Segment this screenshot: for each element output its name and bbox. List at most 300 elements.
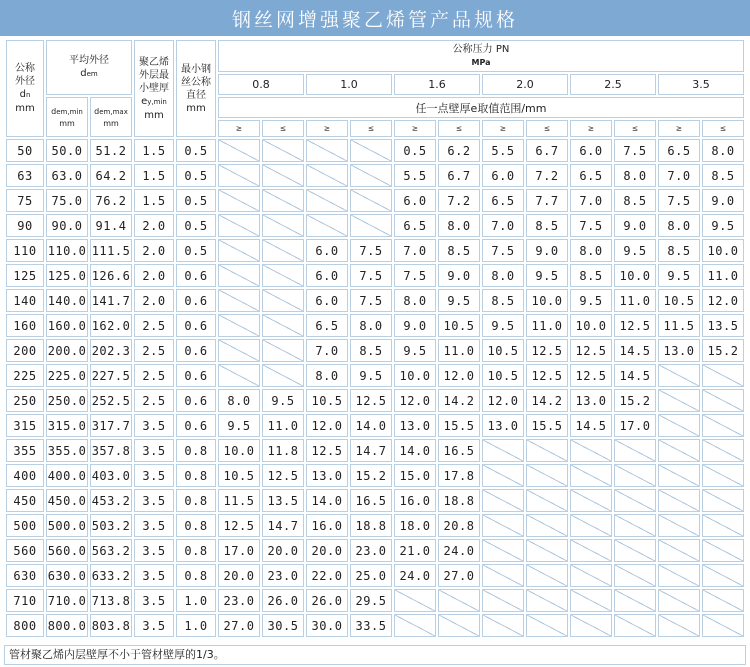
not-applicable-cell bbox=[658, 614, 700, 637]
table-cell: 7.5 bbox=[614, 139, 656, 162]
table-cell: 12.5 bbox=[526, 339, 568, 362]
table-cell: 7.0 bbox=[570, 189, 612, 212]
table-cell: 15.2 bbox=[350, 464, 392, 487]
not-applicable-cell bbox=[262, 139, 304, 162]
table-cell: 30.5 bbox=[262, 614, 304, 637]
table-cell: 6.0 bbox=[394, 189, 436, 212]
table-cell: 7.0 bbox=[306, 339, 348, 362]
table-cell: 13.0 bbox=[482, 414, 524, 437]
not-applicable-cell bbox=[262, 339, 304, 362]
table-cell: 17.8 bbox=[438, 464, 480, 487]
max-symbol: ≤ bbox=[526, 120, 568, 137]
table-row bbox=[6, 289, 744, 312]
table-cell: 6.0 bbox=[570, 139, 612, 162]
table-cell: 355.0 bbox=[46, 439, 88, 462]
table-cell: 225 bbox=[6, 364, 44, 387]
dem-min-header: dem,min mm bbox=[46, 97, 88, 137]
table-cell: 13.5 bbox=[262, 489, 304, 512]
table-cell: 11.0 bbox=[614, 289, 656, 312]
table-cell: 2.5 bbox=[134, 314, 174, 337]
min-symbol: ≥ bbox=[658, 120, 700, 137]
table-cell: 8.0 bbox=[614, 164, 656, 187]
table-cell: 75.0 bbox=[46, 189, 88, 212]
table-cell: 7.5 bbox=[482, 239, 524, 262]
not-applicable-cell bbox=[526, 439, 568, 462]
table-cell: 27.0 bbox=[218, 614, 260, 637]
table-cell: 6.7 bbox=[526, 139, 568, 162]
table-cell: 315 bbox=[6, 414, 44, 437]
not-applicable-cell bbox=[526, 564, 568, 587]
table-cell: 18.8 bbox=[350, 514, 392, 537]
table-cell: 503.2 bbox=[90, 514, 132, 537]
table-cell: 140.0 bbox=[46, 289, 88, 312]
table-cell: 7.5 bbox=[350, 239, 392, 262]
table-cell: 160.0 bbox=[46, 314, 88, 337]
table-cell: 3.5 bbox=[134, 589, 174, 612]
table-row bbox=[6, 464, 744, 487]
table-cell: 160 bbox=[6, 314, 44, 337]
table-cell: 1.5 bbox=[134, 139, 174, 162]
table-cell: 8.0 bbox=[394, 289, 436, 312]
table-cell: 110.0 bbox=[46, 239, 88, 262]
table-cell: 630.0 bbox=[46, 564, 88, 587]
table-cell: 20.0 bbox=[262, 539, 304, 562]
table-cell: 453.2 bbox=[90, 489, 132, 512]
not-applicable-cell bbox=[482, 514, 524, 537]
table-cell: 90 bbox=[6, 214, 44, 237]
table-cell: 26.0 bbox=[262, 589, 304, 612]
table-cell: 12.0 bbox=[394, 389, 436, 412]
table-cell: 13.5 bbox=[702, 314, 744, 337]
not-applicable-cell bbox=[218, 289, 260, 312]
not-applicable-cell bbox=[218, 214, 260, 237]
not-applicable-cell bbox=[702, 439, 744, 462]
table-cell: 10.5 bbox=[218, 464, 260, 487]
table-cell: 24.0 bbox=[438, 539, 480, 562]
pressure-header: 公称压力 PN MPa bbox=[218, 40, 744, 72]
table-cell: 64.2 bbox=[90, 164, 132, 187]
table-cell: 15.5 bbox=[526, 414, 568, 437]
table-cell: 0.6 bbox=[176, 339, 216, 362]
not-applicable-cell bbox=[614, 539, 656, 562]
table-cell: 0.8 bbox=[176, 539, 216, 562]
table-cell: 8.0 bbox=[306, 364, 348, 387]
table-cell: 710 bbox=[6, 589, 44, 612]
not-applicable-cell bbox=[262, 289, 304, 312]
table-cell: 14.0 bbox=[350, 414, 392, 437]
max-symbol: ≤ bbox=[350, 120, 392, 137]
footnote: 管材聚乙烯内层壁厚不小于管材壁厚的1/3。 bbox=[4, 645, 746, 665]
table-cell: 0.5 bbox=[176, 189, 216, 212]
table-cell: 7.0 bbox=[394, 239, 436, 262]
table-row bbox=[6, 514, 744, 537]
table-cell: 12.5 bbox=[614, 314, 656, 337]
table-cell: 0.5 bbox=[176, 164, 216, 187]
table-cell: 200.0 bbox=[46, 339, 88, 362]
table-cell: 1.0 bbox=[176, 614, 216, 637]
table-cell: 0.5 bbox=[176, 214, 216, 237]
table-cell: 1.5 bbox=[134, 164, 174, 187]
table-cell: 7.5 bbox=[350, 289, 392, 312]
table-cell: 6.0 bbox=[306, 264, 348, 287]
table-cell: 9.0 bbox=[526, 239, 568, 262]
table-cell: 12.0 bbox=[306, 414, 348, 437]
not-applicable-cell bbox=[658, 589, 700, 612]
table-cell: 10.0 bbox=[218, 439, 260, 462]
not-applicable-cell bbox=[306, 189, 348, 212]
table-cell: 13.0 bbox=[570, 389, 612, 412]
table-cell: 3.5 bbox=[134, 464, 174, 487]
table-cell: 563.2 bbox=[90, 539, 132, 562]
table-cell: 18.0 bbox=[394, 514, 436, 537]
table-cell: 9.5 bbox=[438, 289, 480, 312]
table-cell: 9.5 bbox=[526, 264, 568, 287]
table-cell: 9.5 bbox=[218, 414, 260, 437]
table-cell: 6.0 bbox=[482, 164, 524, 187]
table-cell: 10.5 bbox=[482, 364, 524, 387]
table-cell: 3.5 bbox=[134, 539, 174, 562]
table-cell: 20.0 bbox=[218, 564, 260, 587]
table-cell: 24.0 bbox=[394, 564, 436, 587]
table-cell: 111.5 bbox=[90, 239, 132, 262]
pressure-class-1: 1.0 bbox=[306, 74, 392, 95]
table-cell: 11.0 bbox=[262, 414, 304, 437]
table-cell: 0.5 bbox=[176, 239, 216, 262]
table-row bbox=[6, 314, 744, 337]
table-cell: 8.0 bbox=[482, 264, 524, 287]
table-cell: 450 bbox=[6, 489, 44, 512]
table-cell: 7.5 bbox=[394, 264, 436, 287]
table-cell: 6.5 bbox=[482, 189, 524, 212]
not-applicable-cell bbox=[658, 514, 700, 537]
table-cell: 10.0 bbox=[394, 364, 436, 387]
pressure-class-0: 0.8 bbox=[218, 74, 304, 95]
table-cell: 6.7 bbox=[438, 164, 480, 187]
table-cell: 3.5 bbox=[134, 514, 174, 537]
table-cell: 7.7 bbox=[526, 189, 568, 212]
table-cell: 14.0 bbox=[394, 439, 436, 462]
table-cell: 9.5 bbox=[658, 264, 700, 287]
table-row bbox=[6, 214, 744, 237]
table-cell: 8.5 bbox=[570, 264, 612, 287]
table-cell: 6.5 bbox=[306, 314, 348, 337]
table-cell: 16.0 bbox=[394, 489, 436, 512]
nominal-od-header: 公称 外径 dn mm bbox=[6, 40, 44, 137]
not-applicable-cell bbox=[262, 239, 304, 262]
table-cell: 125.0 bbox=[46, 264, 88, 287]
table-cell: 27.0 bbox=[438, 564, 480, 587]
table-cell: 6.0 bbox=[306, 239, 348, 262]
table-cell: 8.0 bbox=[702, 139, 744, 162]
table-cell: 0.6 bbox=[176, 289, 216, 312]
not-applicable-cell bbox=[482, 439, 524, 462]
table-row bbox=[6, 339, 744, 362]
not-applicable-cell bbox=[658, 389, 700, 412]
not-applicable-cell bbox=[262, 314, 304, 337]
table-cell: 2.5 bbox=[134, 389, 174, 412]
table-cell: 76.2 bbox=[90, 189, 132, 212]
table-cell: 10.0 bbox=[570, 314, 612, 337]
table-cell: 315.0 bbox=[46, 414, 88, 437]
table-cell: 13.0 bbox=[306, 464, 348, 487]
table-cell: 14.2 bbox=[438, 389, 480, 412]
table-cell: 403.0 bbox=[90, 464, 132, 487]
not-applicable-cell bbox=[658, 364, 700, 387]
not-applicable-cell bbox=[482, 589, 524, 612]
pressure-class-5: 3.5 bbox=[658, 74, 744, 95]
table-row bbox=[6, 614, 744, 637]
table-cell: 9.0 bbox=[614, 214, 656, 237]
not-applicable-cell bbox=[394, 589, 436, 612]
not-applicable-cell bbox=[614, 564, 656, 587]
not-applicable-cell bbox=[218, 339, 260, 362]
table-cell: 0.8 bbox=[176, 439, 216, 462]
not-applicable-cell bbox=[438, 614, 480, 637]
not-applicable-cell bbox=[614, 614, 656, 637]
not-applicable-cell bbox=[614, 489, 656, 512]
table-cell: 1.0 bbox=[176, 589, 216, 612]
table-cell: 9.5 bbox=[394, 339, 436, 362]
not-applicable-cell bbox=[306, 164, 348, 187]
table-cell: 15.5 bbox=[438, 414, 480, 437]
table-cell: 710.0 bbox=[46, 589, 88, 612]
wall-range-header: 任一点壁厚e取值范围/mm bbox=[218, 97, 744, 118]
not-applicable-cell bbox=[482, 464, 524, 487]
min-symbol: ≥ bbox=[306, 120, 348, 137]
table-cell: 12.0 bbox=[438, 364, 480, 387]
not-applicable-cell bbox=[394, 614, 436, 637]
table-cell: 12.5 bbox=[350, 389, 392, 412]
table-cell: 29.5 bbox=[350, 589, 392, 612]
table-cell: 23.0 bbox=[262, 564, 304, 587]
not-applicable-cell bbox=[702, 539, 744, 562]
table-cell: 10.0 bbox=[702, 239, 744, 262]
table-cell: 3.5 bbox=[134, 564, 174, 587]
table-cell: 2.0 bbox=[134, 214, 174, 237]
table-row bbox=[6, 489, 744, 512]
table-cell: 6.5 bbox=[658, 139, 700, 162]
table-cell: 110 bbox=[6, 239, 44, 262]
table-cell: 400.0 bbox=[46, 464, 88, 487]
table-cell: 0.6 bbox=[176, 264, 216, 287]
table-cell: 12.0 bbox=[482, 389, 524, 412]
table-cell: 50.0 bbox=[46, 139, 88, 162]
not-applicable-cell bbox=[570, 539, 612, 562]
table-cell: 2.0 bbox=[134, 239, 174, 262]
not-applicable-cell bbox=[702, 389, 744, 412]
table-cell: 202.3 bbox=[90, 339, 132, 362]
table-cell: 17.0 bbox=[614, 414, 656, 437]
table-cell: 7.5 bbox=[570, 214, 612, 237]
table-cell: 14.2 bbox=[526, 389, 568, 412]
table-cell: 800.0 bbox=[46, 614, 88, 637]
not-applicable-cell bbox=[526, 589, 568, 612]
table-cell: 6.2 bbox=[438, 139, 480, 162]
page-title: 钢丝网增强聚乙烯管产品规格 bbox=[0, 0, 750, 36]
table-cell: 250 bbox=[6, 389, 44, 412]
table-cell: 10.5 bbox=[306, 389, 348, 412]
table-cell: 8.5 bbox=[482, 289, 524, 312]
table-row bbox=[6, 164, 744, 187]
table-cell: 51.2 bbox=[90, 139, 132, 162]
table-cell: 30.0 bbox=[306, 614, 348, 637]
table-cell: 0.6 bbox=[176, 389, 216, 412]
not-applicable-cell bbox=[262, 264, 304, 287]
not-applicable-cell bbox=[482, 614, 524, 637]
table-cell: 560 bbox=[6, 539, 44, 562]
table-cell: 8.5 bbox=[614, 189, 656, 212]
table-cell: 3.5 bbox=[134, 414, 174, 437]
pressure-class-3: 2.0 bbox=[482, 74, 568, 95]
table-cell: 14.5 bbox=[570, 414, 612, 437]
min-symbol: ≥ bbox=[570, 120, 612, 137]
table-cell: 7.5 bbox=[350, 264, 392, 287]
max-symbol: ≤ bbox=[614, 120, 656, 137]
table-cell: 33.5 bbox=[350, 614, 392, 637]
table-cell: 12.5 bbox=[262, 464, 304, 487]
not-applicable-cell bbox=[658, 539, 700, 562]
not-applicable-cell bbox=[482, 539, 524, 562]
table-cell: 500 bbox=[6, 514, 44, 537]
table-cell: 16.0 bbox=[306, 514, 348, 537]
table-cell: 7.5 bbox=[658, 189, 700, 212]
not-applicable-cell bbox=[702, 414, 744, 437]
min-symbol: ≥ bbox=[394, 120, 436, 137]
not-applicable-cell bbox=[306, 139, 348, 162]
not-applicable-cell bbox=[702, 464, 744, 487]
table-row bbox=[6, 539, 744, 562]
table-cell: 14.5 bbox=[614, 364, 656, 387]
table-cell: 11.5 bbox=[218, 489, 260, 512]
not-applicable-cell bbox=[702, 489, 744, 512]
table-cell: 14.5 bbox=[614, 339, 656, 362]
not-applicable-cell bbox=[702, 514, 744, 537]
table-cell: 6.5 bbox=[394, 214, 436, 237]
pressure-class-2: 1.6 bbox=[394, 74, 480, 95]
table-cell: 12.5 bbox=[526, 364, 568, 387]
table-cell: 12.5 bbox=[570, 364, 612, 387]
table-cell: 500.0 bbox=[46, 514, 88, 537]
table-cell: 450.0 bbox=[46, 489, 88, 512]
table-cell: 0.6 bbox=[176, 364, 216, 387]
not-applicable-cell bbox=[570, 439, 612, 462]
table-cell: 91.4 bbox=[90, 214, 132, 237]
table-cell: 713.8 bbox=[90, 589, 132, 612]
table-cell: 8.5 bbox=[658, 239, 700, 262]
not-applicable-cell bbox=[614, 589, 656, 612]
not-applicable-cell bbox=[526, 514, 568, 537]
table-cell: 126.6 bbox=[90, 264, 132, 287]
table-cell: 1.5 bbox=[134, 189, 174, 212]
not-applicable-cell bbox=[570, 514, 612, 537]
table-cell: 8.0 bbox=[350, 314, 392, 337]
table-cell: 5.5 bbox=[482, 139, 524, 162]
not-applicable-cell bbox=[218, 264, 260, 287]
table-cell: 23.0 bbox=[218, 589, 260, 612]
table-cell: 15.0 bbox=[394, 464, 436, 487]
min-symbol: ≥ bbox=[482, 120, 524, 137]
not-applicable-cell bbox=[658, 439, 700, 462]
table-cell: 13.0 bbox=[394, 414, 436, 437]
table-cell: 10.5 bbox=[658, 289, 700, 312]
not-applicable-cell bbox=[350, 189, 392, 212]
table-cell: 3.5 bbox=[134, 489, 174, 512]
table-cell: 12.5 bbox=[570, 339, 612, 362]
table-cell: 15.2 bbox=[614, 389, 656, 412]
table-cell: 14.7 bbox=[262, 514, 304, 537]
not-applicable-cell bbox=[262, 164, 304, 187]
not-applicable-cell bbox=[526, 614, 568, 637]
table-cell: 12.5 bbox=[218, 514, 260, 537]
table-cell: 125 bbox=[6, 264, 44, 287]
table-cell: 8.0 bbox=[658, 214, 700, 237]
table-cell: 63 bbox=[6, 164, 44, 187]
not-applicable-cell bbox=[306, 214, 348, 237]
not-applicable-cell bbox=[658, 464, 700, 487]
table-cell: 10.0 bbox=[526, 289, 568, 312]
table-cell: 9.0 bbox=[702, 189, 744, 212]
not-applicable-cell bbox=[614, 439, 656, 462]
table-cell: 9.5 bbox=[614, 239, 656, 262]
table-cell: 15.2 bbox=[702, 339, 744, 362]
table-cell: 6.0 bbox=[306, 289, 348, 312]
table-cell: 21.0 bbox=[394, 539, 436, 562]
not-applicable-cell bbox=[350, 139, 392, 162]
table-cell: 317.7 bbox=[90, 414, 132, 437]
table-cell: 2.5 bbox=[134, 364, 174, 387]
table-cell: 9.5 bbox=[262, 389, 304, 412]
table-cell: 50 bbox=[6, 139, 44, 162]
table-cell: 252.5 bbox=[90, 389, 132, 412]
table-cell: 140 bbox=[6, 289, 44, 312]
table-cell: 3.5 bbox=[134, 439, 174, 462]
table-cell: 8.0 bbox=[218, 389, 260, 412]
table-cell: 23.0 bbox=[350, 539, 392, 562]
pe-layer-header: 聚乙烯 外层最 小壁厚 ey,min mm bbox=[134, 40, 174, 137]
table-cell: 14.0 bbox=[306, 489, 348, 512]
table-row bbox=[6, 364, 744, 387]
table-row bbox=[6, 264, 744, 287]
not-applicable-cell bbox=[658, 489, 700, 512]
table-cell: 0.8 bbox=[176, 564, 216, 587]
table-cell: 8.5 bbox=[702, 164, 744, 187]
not-applicable-cell bbox=[658, 564, 700, 587]
table-cell: 12.5 bbox=[306, 439, 348, 462]
table-row bbox=[6, 239, 744, 262]
table-row bbox=[6, 189, 744, 212]
table-cell: 90.0 bbox=[46, 214, 88, 237]
table-cell: 0.8 bbox=[176, 514, 216, 537]
table-cell: 2.0 bbox=[134, 264, 174, 287]
table-cell: 8.5 bbox=[438, 239, 480, 262]
table-cell: 11.0 bbox=[702, 264, 744, 287]
table-cell: 0.6 bbox=[176, 314, 216, 337]
table-cell: 633.2 bbox=[90, 564, 132, 587]
table-row bbox=[6, 139, 744, 162]
table-row bbox=[6, 589, 744, 612]
pressure-class-4: 2.5 bbox=[570, 74, 656, 95]
not-applicable-cell bbox=[526, 539, 568, 562]
table-cell: 0.5 bbox=[176, 139, 216, 162]
not-applicable-cell bbox=[262, 364, 304, 387]
not-applicable-cell bbox=[218, 314, 260, 337]
table-cell: 800 bbox=[6, 614, 44, 637]
table-cell: 3.5 bbox=[134, 614, 174, 637]
not-applicable-cell bbox=[702, 364, 744, 387]
not-applicable-cell bbox=[218, 189, 260, 212]
table-row bbox=[6, 564, 744, 587]
table-cell: 20.0 bbox=[306, 539, 348, 562]
